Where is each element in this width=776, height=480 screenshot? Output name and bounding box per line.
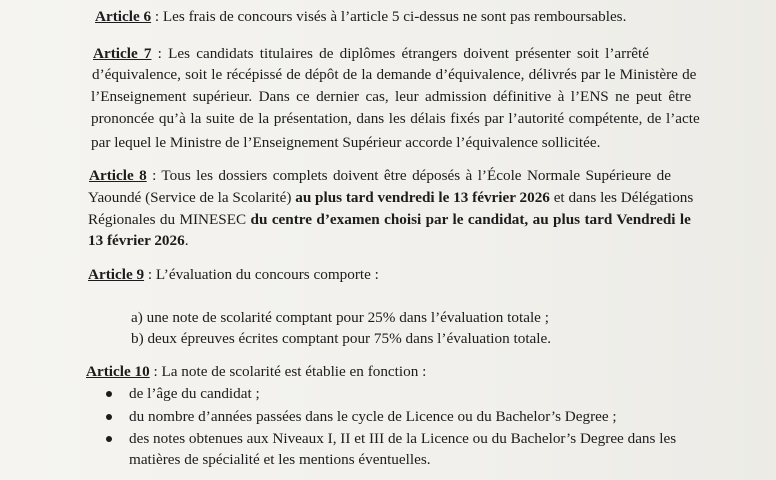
article-9-label: Article 9 bbox=[88, 266, 145, 283]
article-7-line-2: d’équivalence, soit le récépissé de dépôt de la demande d’équivalence, délivrés par le Ministère de bbox=[92, 66, 697, 83]
article-10-text: : La note de scolarité est établie en fonction : bbox=[149, 363, 427, 380]
article-10-bullet-1: de l’âge du candidat ; bbox=[129, 385, 260, 402]
article-8-text-2a: Yaoundé (Service de la Scolarité) bbox=[88, 189, 296, 206]
article-8-text-2c: et dans les Délégations bbox=[549, 189, 694, 206]
article-8-line-2 bbox=[88, 189, 693, 207]
article-10-bullet-2: du nombre d’années passées dans le cycle de Licence ou du Bachelor’s Degree ; bbox=[129, 408, 617, 425]
article-7-line-3: l’Enseignement supérieur. Dans ce dernier cas, leur admission définitive à l’ENS ne peut être bbox=[91, 88, 692, 105]
article-6-text: : Les frais de concours visés à l’article 5 ci-dessus ne sont pas remboursables. bbox=[151, 8, 627, 25]
article-7-label: Article 7 bbox=[93, 45, 152, 62]
article-7-text-1: : Les candidats titulaires de diplômes étrangers doivent présenter soit l’arrêté bbox=[151, 45, 649, 62]
article-8-line-1 bbox=[89, 167, 671, 185]
article-8-text-1: : Tous les dossiers complets doivent être déposés à l’École Normale Supérieure de bbox=[146, 167, 671, 184]
article-6-label: Article 6 bbox=[95, 8, 152, 25]
article-8-deadline-1: au plus tard vendredi le 13 février 2026 bbox=[295, 189, 550, 206]
bullet-icon bbox=[106, 391, 112, 397]
article-9-text: : L’évaluation du concours comporte : bbox=[144, 266, 379, 283]
article-6 bbox=[95, 8, 626, 26]
bullet-icon bbox=[106, 414, 112, 420]
bullet-icon bbox=[106, 436, 112, 442]
article-8-line-4 bbox=[88, 232, 189, 250]
article-8-period: . bbox=[184, 232, 189, 249]
article-10 bbox=[86, 363, 426, 381]
article-8-text-3a: Régionales du MINESEC bbox=[88, 211, 251, 228]
article-7-line-4: prononcée qu’à la suite de la présentation, dans les délais fixés par l’autorité compétente, de l’acte bbox=[91, 110, 700, 127]
article-9-item-a: a) une note de scolarité comptant pour 25% dans l’évaluation totale ; bbox=[131, 309, 549, 326]
article-7-line-1 bbox=[93, 45, 649, 63]
article-8-exam-center: du centre d’examen choisi par le candidat, au plus tard Vendredi le bbox=[250, 211, 691, 228]
article-8-deadline-2: 13 février 2026 bbox=[88, 232, 185, 249]
article-10-bullet-3-line-1: des notes obtenues aux Niveaux I, II et III de la Licence ou du Bachelor’s Degree dans les bbox=[129, 430, 677, 447]
article-9-item-b: b) deux épreuves écrites comptant pour 75% dans l’évaluation totale. bbox=[131, 330, 552, 347]
article-8-line-3 bbox=[88, 211, 691, 229]
article-10-label: Article 10 bbox=[86, 363, 150, 380]
article-7-line-5: par lequel le Ministre de l’Enseignement Supérieur accorde l’équivalence sollicitée. bbox=[91, 134, 601, 151]
article-10-bullet-3-line-2: matières de spécialité et les mentions éventuelles. bbox=[129, 451, 431, 468]
article-9 bbox=[88, 266, 379, 284]
article-8-label: Article 8 bbox=[89, 167, 147, 184]
